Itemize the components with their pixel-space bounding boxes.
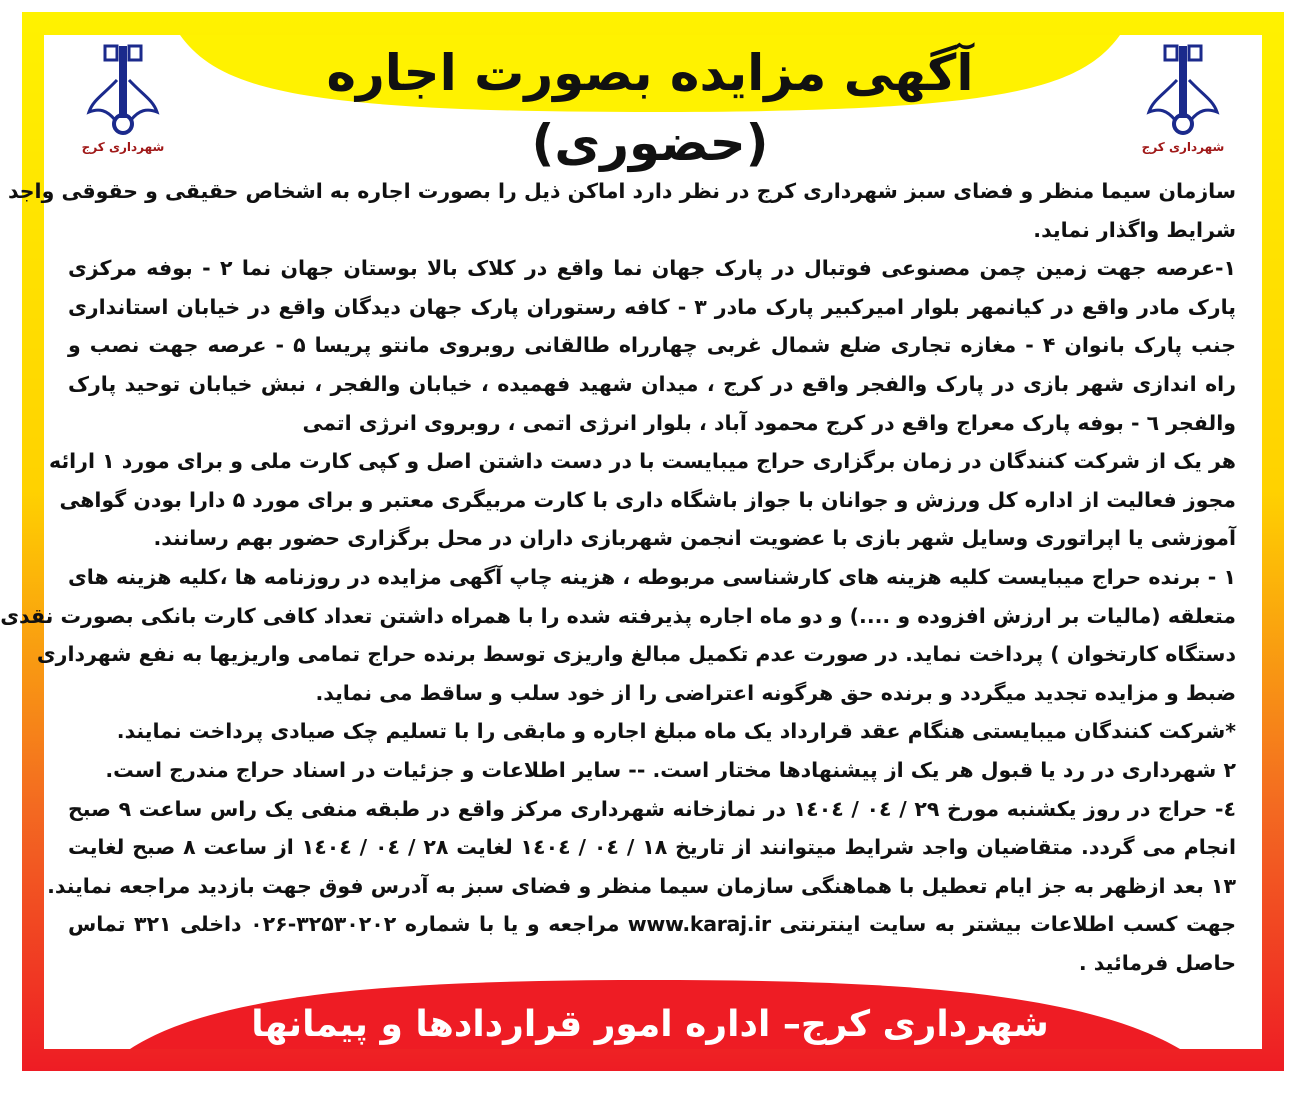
text-line: هر یک از شرکت کنندگان در زمان برگزاری حراج میبایست با در دست داشتن اصل و کپی کارت ملی و برای مورد ۱ ارائه [49,449,1236,474]
text-line: مجوز فعالیت از اداره کل ورزش و جوانان با جواز باشگاه داری با کارت مربیگری معتبر و برای مورد ۵ دارا بودن گواهی [59,487,1236,512]
text-line: والفجر ٦ - بوفه پارک معراج واقع در کرج محمود آباد ، بلوار انرژی اتمی ، روبروی انرژی اتمی [302,410,1236,435]
footer-title: شهرداری کرج– اداره امور قراردادها و پیمانها [251,1004,1049,1045]
text-line: جهت کسب اطلاعات بیشتر به سایت اینترنتی www.karaj.ir مراجعه و یا با شماره ۳۲۵۳۰۲۰۲-۰۲۶ داخلی ۳۲۱ تماس [68,912,1236,937]
text-line: *شرکت کنندگان میبایستی هنگام عقد قرارداد یک ماه مبلغ اجاره و مابقی را با تسلیم چک صیادی پرداخت نمایند. [116,719,1236,744]
text-line: متعلقه (مالیات بر ارزش افزوده و ....) و دو ماه اجاره پذیرفته شده را با همراه داشتن تعداد کافی کارت بانکی بصورت نقدی [0,603,1236,628]
text-line: ۱۳ بعد ازظهر به جز ایام تعطیل با هماهنگی سازمان سیما منظر و فضای سبز به آدرس فوق جهت بازدید مراجعه نمایند. [47,873,1236,898]
text-line: حاصل فرمائید . [1078,950,1236,975]
text-line: ضبط و مزایده تجدید میگردد و برنده حق هرگونه اعتراضی را از خود سلب و ساقط می نماید. [315,680,1236,705]
karaj-municipality-logo: شهرداری کرج [1128,40,1238,160]
text-line: راه اندازی شهر بازی در پارک والفجر واقع در کرج ، میدان شهید فهمیده ، خیابان والفجر ، نبش خیابان توحید پارک [68,371,1236,396]
text-line: انجام می گردد. متقاضیان واجد شرایط میتوانند از تاریخ ۱۸ / ٠٤ / ١٤٠٤ لغایت ۲۸ / ٠٤ / ١٤٠٤ از ساعت ۸ صبح لغایت [68,835,1237,860]
text-line: جنب پارک بانوان ۴ - مغازه تجاری ضلع شمال غربی چهارراه طالقانی روبروی مانتو پریسا ۵ - عرصه جهت نصب و [68,333,1236,358]
text-line: شرایط واگذار نماید. [1033,217,1236,242]
text-line: ۱ - برنده حراج میبایست کلیه هزینه های کارشناسی مربوطه ، هزینه چاپ آگهی مزایده در روزنامه ها ،کلیه هزینه های [68,564,1236,589]
text-line: پارک مادر واقع در کیانمهر بلوار امیرکبیر پارک مادر ۳ - کافه رستوران پارک جهان دیدگان واقع در خیابان استانداری [68,294,1236,319]
ad-body-text [0,172,1237,982]
page-title: آگهی مزایده بصورت اجاره (حضوری) [326,44,974,172]
text-line: ۱-عرصه جهت زمین چمن مصنوعی فوتبال در پارک جهان نما واقع در کلاک بالا بوستان جهان نما ۲ - بوفه مرکزی [68,256,1236,281]
karaj-emblem-icon [83,40,163,140]
karaj-emblem-icon [1143,40,1223,140]
text-line: ٤- حراج در روز یکشنبه مورخ ۲۹ / ٠٤ / ١٤٠٤ در نمازخانه شهرداری مرکز واقع در طبقه منفی یک راس ساعت ۹ صبح [68,796,1236,821]
text-line: سازمان سیما منظر و فضای سبز شهرداری کرج در نظر دارد اماکن ذیل را بصورت اجاره به اشخاص حقیقی و حقوقی واجد [7,179,1236,203]
karaj-municipality-logo: شهرداری کرج [68,40,178,160]
text-line: آموزشی یا اپراتوری وسایل شهر بازی با عضویت انجمن شهربازی داران در محل برگزاری حضور بهم رسانند. [153,526,1236,551]
text-line: ۲ شهرداری در رد یا قبول هر یک از پیشنهادها مختار است. -- سایر اطلاعات و جزئیات در اسناد حراج مندرج است. [105,757,1236,782]
text-line: دستگاه کارتخوان ) پرداخت نماید. در صورت عدم تکمیل مبالغ واریزی توسط برنده حراج تمامی واریزیها به نفع شهرداری [36,642,1236,667]
